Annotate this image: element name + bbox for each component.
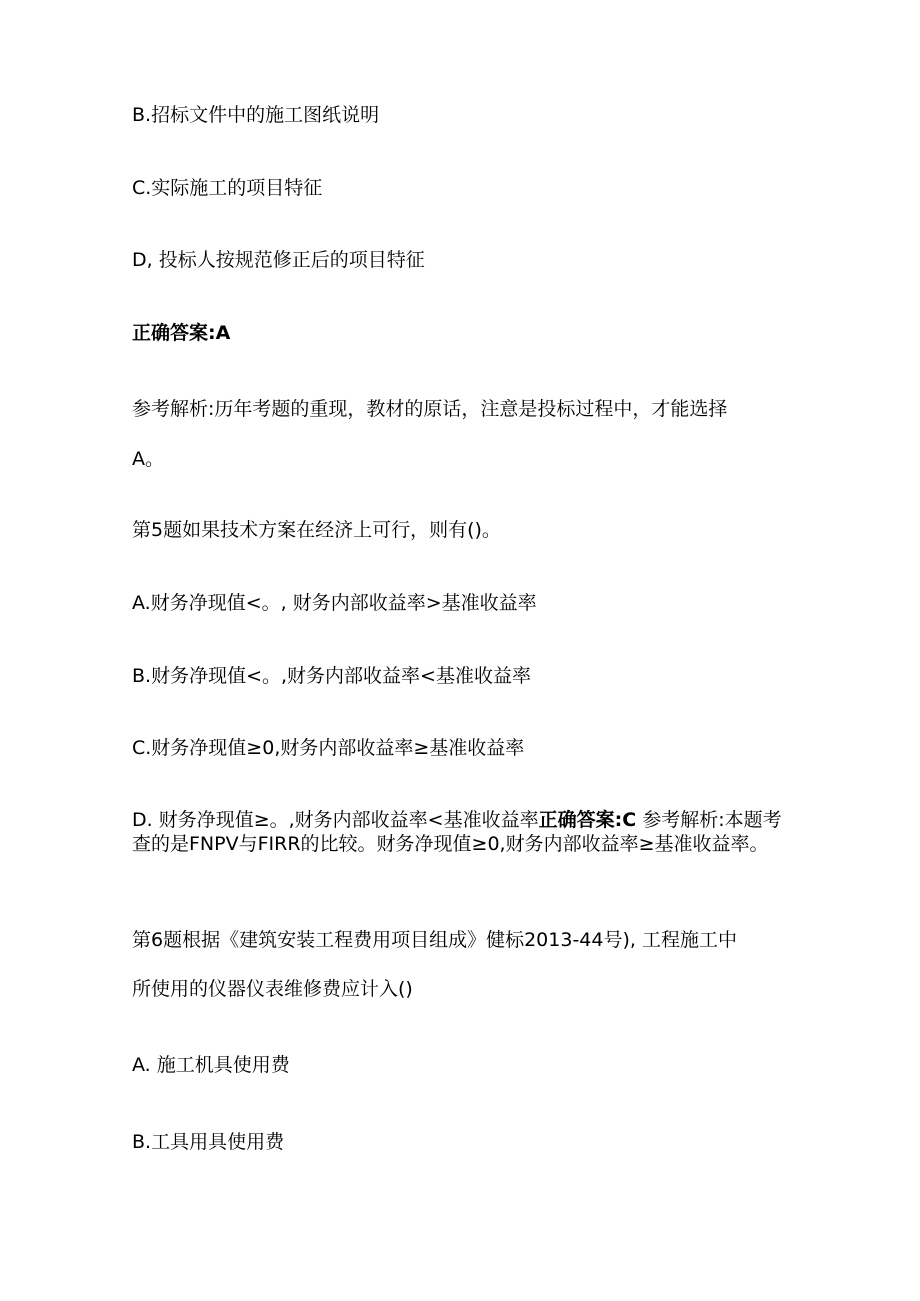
q4-answer-label: 正确答案: xyxy=(132,322,216,344)
q6-question-line1: 第6题根据《建筑安装工程费用项目组成》健标2013-44号), 工程施工中 xyxy=(132,929,737,951)
q4-analysis-line1: 参考解析:历年考题的重现，教材的原话，注意是投标过程中，才能选择 xyxy=(132,398,728,420)
q5-answer-label: 正确答案: xyxy=(538,809,623,831)
q5-option-b: B.财务净现值<。,财务内部收益率<基准收益率 xyxy=(132,665,531,687)
q4-option-c: C.实际施工的项目特征 xyxy=(132,177,323,199)
q6-option-a: A. 施工机具使用费 xyxy=(132,1054,290,1076)
q5-option-c: C.财务净现值≥0,财务内部收益率≥基准收益率 xyxy=(132,737,525,759)
q4-answer xyxy=(132,321,792,345)
q5-analysis: 参考解析:本题考查的是FNPV与FIRR的比较。财务净现值≥0,财务内部收益率≥基准收益率。 xyxy=(132,809,782,855)
q5-option-d: D. 财务净现值≥。,财务内部收益率<基准收益率 xyxy=(132,809,539,831)
q4-analysis-line2: A。 xyxy=(132,448,164,470)
q4-answer-value: A xyxy=(215,322,231,344)
q5-answer-value: C xyxy=(622,809,637,831)
q6-question-line2: 所使用的仪器仪表维修费应计入() xyxy=(132,978,413,1000)
q5-question: 第5题如果技术方案在经济上可行，则有()。 xyxy=(132,519,501,541)
q5-option-d-answer-analysis xyxy=(132,808,792,856)
q4-option-d: D, 投标人按规范修正后的项目特征 xyxy=(132,249,425,271)
q6-option-b: B.工具用具使用费 xyxy=(132,1131,285,1153)
q5-option-a: A.财务净现值<。, 财务内部收益率>基准收益率 xyxy=(132,592,537,614)
q4-option-b: B.招标文件中的施工图纸说明 xyxy=(132,104,380,126)
